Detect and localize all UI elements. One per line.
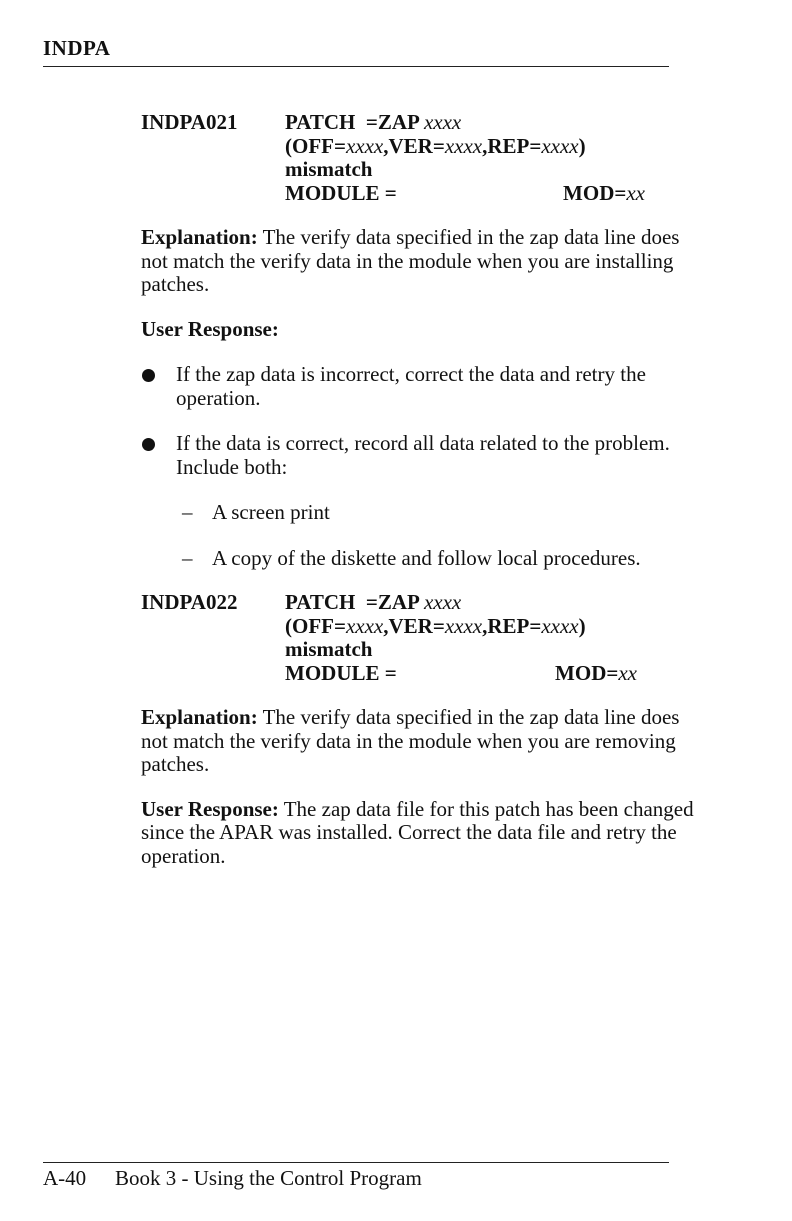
message-id: INDPA022 bbox=[141, 590, 238, 614]
module-line: MODULE = MOD=xx bbox=[285, 660, 637, 685]
book-title: Book 3 - Using the Control Program bbox=[115, 1166, 422, 1190]
list-item: If the data is correct, record all data related to the problem. Include both: bbox=[141, 432, 701, 479]
message-block bbox=[141, 591, 701, 868]
module-line: MODULE = MOD=xx bbox=[285, 180, 645, 205]
page-header: INDPA bbox=[43, 36, 111, 60]
list-item: If the zap data is incorrect, correct the data and retry the operation. bbox=[141, 363, 701, 410]
sub-list-item: – A copy of the diskette and follow local procedures. bbox=[182, 545, 641, 570]
message-header bbox=[141, 591, 701, 685]
bullet-icon bbox=[142, 369, 155, 382]
message-block bbox=[141, 111, 701, 570]
header-rule bbox=[43, 66, 669, 67]
message-text: PATCH =ZAP xxxx (OFF=xxxx,VER=xxxx,REP=xxxx) mismatch MODULE = MOD=xx bbox=[285, 110, 645, 205]
explanation: Explanation: The verify data specified in the zap data line does not match the verify data in the module when you are removing patches. bbox=[141, 705, 680, 776]
user-response: User Response: The zap data file for this patch has been changed since the APAR was installed. Correct the data file and retry the operation. bbox=[141, 796, 694, 868]
page-content bbox=[141, 111, 701, 868]
footer-rule bbox=[43, 1162, 669, 1163]
message-id: INDPA021 bbox=[141, 110, 238, 134]
page-number: A-40 bbox=[43, 1166, 87, 1190]
page-footer bbox=[43, 1166, 422, 1191]
bullet-icon bbox=[142, 438, 155, 451]
dash-icon: – bbox=[182, 545, 193, 570]
user-response-label: User Response: bbox=[141, 316, 279, 341]
dash-icon: – bbox=[182, 500, 193, 524]
explanation: Explanation: The verify data specified in the zap data line does not match the verify data in the module when you are installing patches. bbox=[141, 225, 680, 296]
message-header bbox=[141, 111, 701, 205]
message-text: PATCH =ZAP xxxx (OFF=xxxx,VER=xxxx,REP=xxxx) mismatch MODULE = MOD=xx bbox=[285, 590, 637, 685]
sub-list-item: – A screen print bbox=[182, 500, 330, 524]
